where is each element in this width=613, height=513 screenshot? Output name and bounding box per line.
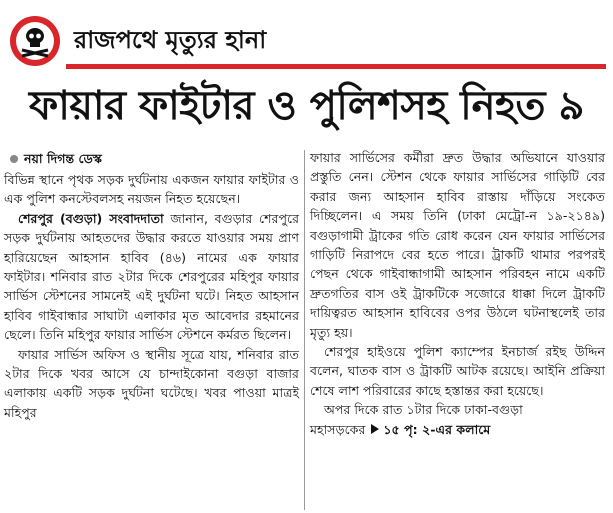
right-arrow-icon <box>371 424 379 434</box>
paragraph: ফায়ার সার্ভিসের কর্মীরা দ্রুত উদ্ধার অভিযানে যাওয়ার প্রস্তুতি নেন। স্টেশন থেকে ফায়ার সার্ভিসের গাড়িটি বের করার জন্য আহসান হাবিব রাস্তায় দাঁড়িয়ে সংকেত দিচ্ছিলেন। এ সময় তিনি (ঢাকা মেট্রো-ন ১৯-২১৪৯) বগুড়াগামী ট্রাকের গতি রোধ করেন যেন ফায়ার সার্ভিসের গাড়িটি নিরাপদে বের হতে পারে। ট্রাকটি থামার পরপরই পেছন থেকে গাইবান্ধাগামী আহসান পরিবহন নামে একটি দ্রুতগতির বাস ওই ট্রাকটিকে সজোরে ধাক্কা দিলে ট্রাকটি দায়িত্বরত আহসান হাবিবের ওপর উঠলে ঘটনাস্থলেই তার মৃত্যু হয়। <box>310 150 605 340</box>
paragraph-text: মহাসড়কের <box>310 421 366 437</box>
dateline: শেরপুর (বগুড়া) সংবাদদাতা <box>18 210 164 226</box>
headline: ফায়ার ফাইটার ও পুলিশসহ নিহত ৯ <box>29 83 584 129</box>
skull-crossbones-icon <box>10 16 60 66</box>
column-divider <box>304 150 305 510</box>
section-divider <box>66 64 606 69</box>
continuation-line <box>310 420 605 439</box>
section-header <box>6 10 606 68</box>
paragraph-line: অপর দিকে রাত ১টার দিকে ঢাকা-বগুড়া <box>324 402 523 418</box>
continuation-link[interactable]: ১৫ পৃ: ২-এর কলামে <box>383 421 491 437</box>
paragraph <box>4 209 299 345</box>
left-column <box>4 148 299 422</box>
byline <box>4 148 299 170</box>
paragraph-text: জানান, বগুড়ার শেরপুরে সড়ক দুর্ঘটনায় আহতদের উদ্ধার করতে যাওয়ার সময় প্রাণ হারিয়েছেন আহসান হাবিব (৪৬) নামের এক ফায়ার ফাইটার। শনিবার রাত ২টার দিকে শেরপুরের মহিপুর ফায়ার সার্ভিস স্টেশনের সামনেই এই দুর্ঘটনা ঘটে। নিহত আহসান হাবিব গাইবান্ধার সাঘাটা এলাকার মৃত আবেদার রহমানের ছেলে। তিনি মহিপুর ফায়ার সার্ভিস স্টেশনে কর্মরত ছিলেন। <box>4 210 299 343</box>
paragraph: শেরপুর হাইওয়ে পুলিশ ক্যাম্পের ইনচার্জ রইছ উদ্দিন বলেন, ঘাতক বাস ও ট্রাকটি আটক রয়েছে। আইনি প্রক্রিয়া শেষে লাশ পরিবারের কাছে হস্তান্তর করা হয়েছে। <box>310 344 605 398</box>
intro-paragraph: বিভিন্ন স্থানে পৃথক সড়ক দুর্ঘটনায় একজন ফায়ার ফাইটার ও এক পুলিশ কনস্টেবলসহ নয়জন নিহত হয়েছেন। <box>4 172 299 207</box>
paragraph: ফায়ার সার্ভিস অফিস ও স্থানীয় সূত্রে যায়, শনিবার রাত ২টার দিকে খবর আসে যে চান্দাইকোনা বগুড়া বাজার এলাকায় একটি সড়ক দুর্ঘটনা ঘটেছে। খবর পাওয়া মাত্রই মহিপুর <box>4 346 299 420</box>
byline-text: নয়া দিগন্ত ডেস্ক <box>24 151 102 166</box>
bullet-icon <box>10 155 18 163</box>
section-title: রাজপথে মৃত্যুর হানা <box>74 26 267 54</box>
right-column <box>310 148 605 439</box>
